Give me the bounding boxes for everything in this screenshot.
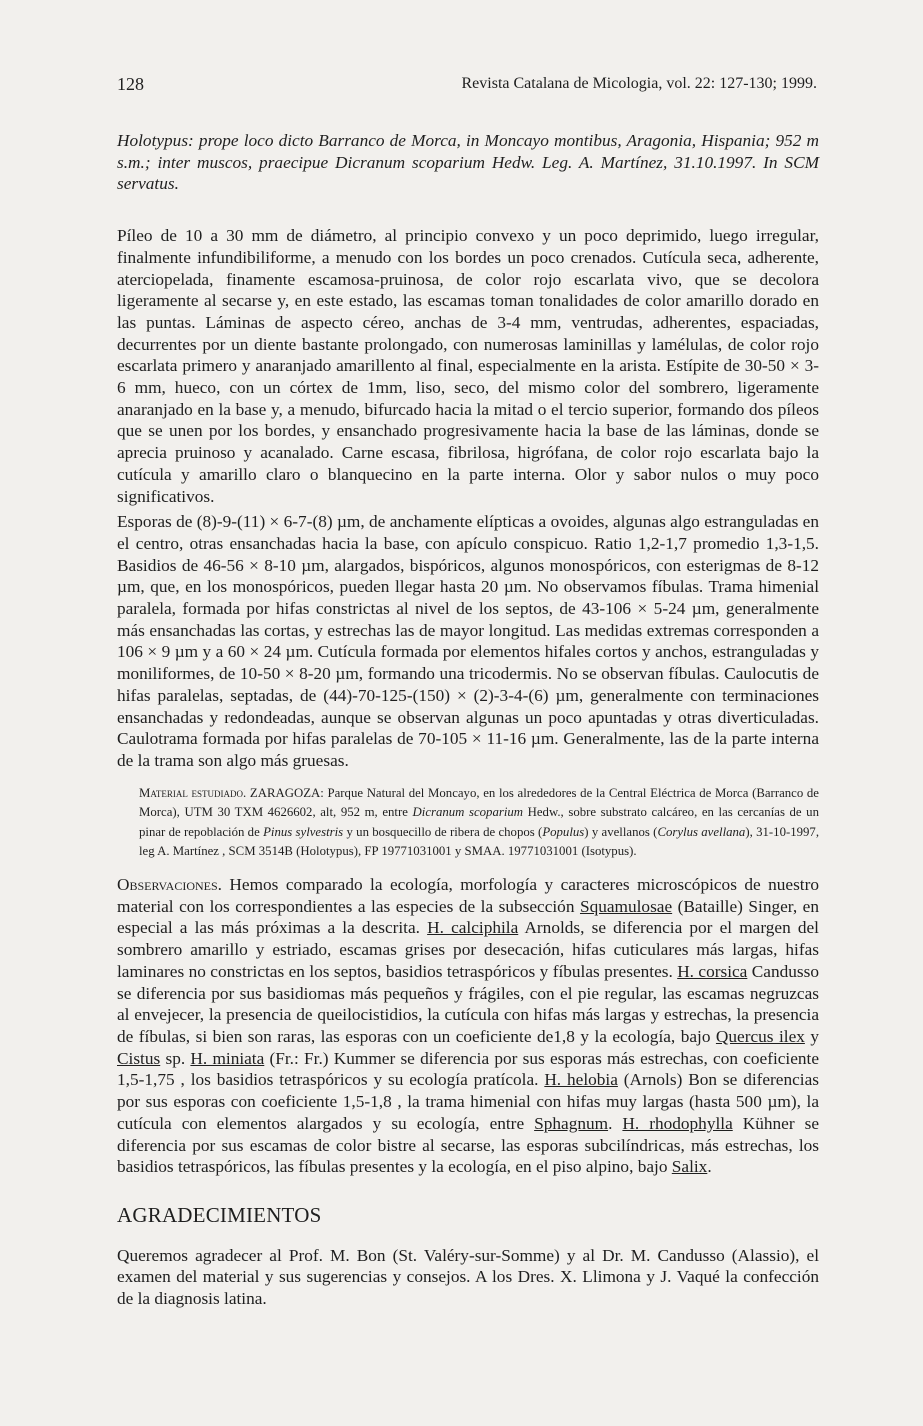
taxon-name: Salix: [671, 1157, 708, 1177]
species-name: Pinus sylvestris: [263, 824, 344, 839]
species-name: Populus: [542, 824, 585, 839]
material-text: ZARAGOZA: Parque Natural del Moncayo, en los alrededores de la Central Eléctrica de Morca (Barranco de Morca), UTM 30 TXM 4626602, alt, 952 m, entre: [139, 785, 819, 820]
taxon-name: H. helobia: [544, 1070, 618, 1090]
taxon-name: Cistus: [117, 1048, 161, 1068]
taxon-name: H. rhodophylla: [622, 1113, 733, 1133]
taxon-name: H. corsica: [677, 961, 748, 981]
observations-text: Kühner se diferencia por sus escamas de color bistre al secarse, las esporas subcilíndricas, más estrechas, los basidios tetraspóricos, las fíbulas presentes y la ecología, en el piso alpino, bajo: [117, 1113, 819, 1177]
holotypus-paragraph: Holotypus: prope loco dicto Barranco de Morca, in Moncayo montibus, Aragonia, Hispania; 952 m s.m.; inter muscos, praecipue Dicranum scoparium Hedw. Leg. A. Martínez, 31.10.1997. In SCM servatus.: [117, 131, 819, 194]
material-text: ) y avellanos (: [584, 824, 658, 839]
article-body: [117, 130, 819, 1310]
microscopic-description: Esporas de (8)-9-(11) × 6-7-(8) µm, de anchamente elípticas a ovoides, algunas algo estranguladas en el centro, otras ensanchadas hacia la base, con apículo conspicuo. Ratio 1,2-1,7 promedio 1,3-1,5. Basidios de 46-56 × 8-10 µm, alargados, bispóricos, algunos monospóricos, con esterigmas de 8-12 µm, que, en los monospóricos, pueden llegar hasta 20 µm. No observamos fíbulas. Trama himenial paralela, formada por hifas constrictas al nivel de los septos, de 43-106 × 5-24 µm, generalmente más ensanchadas las cortas, y estrechas las de mayor longitud. Las medidas extremas corresponden a 106 × 9 µm y a 60 × 24 µm. Cutícula formada por elementos hifales cortos y anchos, estranguladas y moniliformes, de 10-50 × 8-20 µm, formando una tricodermis. No se observan fíbulas. Caulocutis de hifas paralelas, septadas, de (44)-70-125-(150) × (2)-3-4-(6) µm, generalmente con terminaciones ensanchadas y redondeadas, aunque se observan algunas un poco apuntadas y otras diverticuladas. Caulotrama formada por hifas paralelas de 70-105 × 11-16 µm. Generalmente, las de la parte interna de la trama son algo más gruesas.: [117, 512, 819, 770]
observations-text: Hemos comparado la ecología, morfología y caracteres microscópicos de nuestro material con los correspondientes a las especies de la subsección: [117, 875, 819, 916]
observations-text: .: [707, 1157, 712, 1177]
observations-text: y: [804, 1026, 819, 1046]
taxon-name: Quercus ilex: [715, 1026, 805, 1046]
observations-text: .: [608, 1113, 623, 1133]
material-text: Hedw., sobre substrato calcáreo, en las cercanías de un pinar de repoblación de: [139, 805, 819, 839]
observations-paragraph: [117, 874, 819, 1178]
material-text: y un bosquecillo de ribera de chopos (: [343, 824, 543, 839]
running-header: [117, 74, 817, 98]
observations-text: Candusso se diferencia por sus basidiomas más pequeños y frágiles, con el pie regular, las escamas negruzcas al envejecer, la presencia de queilocistidios, la cutícula con hifas más largas y estrechas, la presencia de fíbulas, si bien son raras, las esporas con un coeficiente de1,8 y la ecología, bajo: [117, 961, 819, 1046]
species-name: Dicranum scoparium: [412, 805, 524, 820]
observations-text: (Arnols) Bon se diferencias por sus esporas con coeficiente 1,5-1,8 , la trama himenial con hifas muy largas (hasta 500 µm), la cutícula con elementos alargados y su ecología, entre: [117, 1070, 819, 1133]
material-text: ), 31-10-1997, leg A. Martínez , SCM 3514B (Holotypus), FP 19771031001 y SMAA. 19771031001 (Isotypus).: [139, 824, 820, 859]
observations-text: Arnolds, se diferencia por el margen del sombrero amarillo y estriado, escamas grises por desecación, hifas cuticulares más largas, hifas laminares no constrictas en los septos, basidios tetraspóricos y fíbulas presentes.: [117, 918, 819, 981]
species-name: Corylus avellana: [657, 824, 746, 839]
material-label: Material estudiado.: [139, 785, 247, 800]
journal-citation: Revista Catalana de Micologia, vol. 22: 127-130; 1999.: [461, 75, 817, 92]
observations-text: (Bataille) Singer, en especial a las más próximas a la descrita.: [117, 896, 819, 938]
section-heading-agradecimientos: AGRADECIMIENTOS: [117, 1202, 322, 1227]
acknowledgements-paragraph: Queremos agradecer al Prof. M. Bon (St. Valéry-sur-Somme) y al Dr. M. Candusso (Alassio), el examen del material y sus sugerencias y consejos. A los Dres. X. Llimona y J. Vaqué la confección de la diagnosis latina.: [117, 1245, 819, 1309]
macroscopic-description: Píleo de 10 a 30 mm de diámetro, al principio convexo y un poco deprimido, luego irregular, finalmente infundibiliforme, a menudo con los bordes un poco crenados. Cutícula seca, adherente, aterciopelada, finamente escamosa-pruinosa, de color rojo escarlata vivo, que se decolora ligeramente al secarse y, en este estado, las escamas toman tonalidades de color amarillo dorado en las puntas. Láminas de aspecto céreo, anchas de 3-4 mm, ventrudas, adherentes, espaciadas, decurrentes por un diente bastante prolongado, con numerosas laminillas y lamélulas, de color rojo escarlata primero y anaranjado amarillento al final, especialmente en la arista. Estípite de 30-50 × 3-6 mm, hueco, con un córtex de 1mm, liso, seco, del mismo color del sombrero, ligeramente anaranjado en la base y, a menudo, bifurcado hacia la mitad o el tercio superior, formando dos píleos que se unen por los bordes, y ensanchado progresivamente hacia la base de las láminas, donde se aprecia pruinoso y acanalado. Carne escasa, fibrilosa, higrófana, de color rojo escarlata bajo la cutícula y amarillo claro o blanquecino en la parte interna. Olor y sabor nulos o muy poco significativos.: [117, 226, 819, 506]
observations-label: Observaciones.: [117, 875, 222, 895]
taxon-name: Squamulosae: [579, 896, 673, 916]
taxon-name: Sphagnum: [534, 1113, 609, 1133]
material-studied: [117, 784, 819, 862]
page-number: 128: [117, 74, 144, 94]
taxon-name: H. miniata: [190, 1048, 265, 1068]
observations-text: sp.: [160, 1048, 191, 1068]
observations-text: (Fr.: Fr.) Kummer se diferencia por sus esporas más estrechas, con coeficiente 1,5-1,75 , los basidios tetraspóricos y su ecología pratícola.: [117, 1048, 820, 1090]
taxon-name: H. calciphila: [427, 918, 519, 938]
